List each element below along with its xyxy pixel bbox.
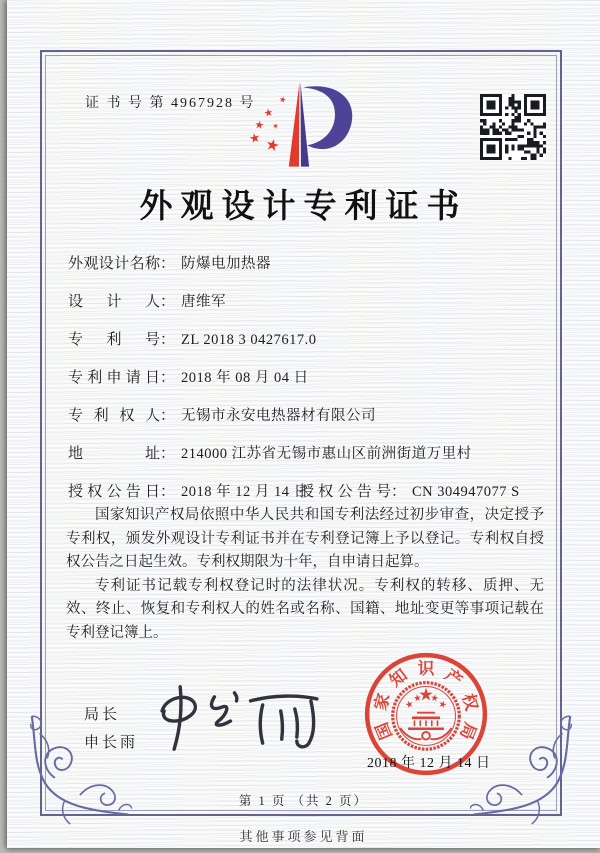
cnipa-logo-icon	[238, 78, 370, 172]
certificate-paper	[7, 0, 600, 848]
field-label: 设计人	[68, 294, 160, 310]
field-colon: ：	[391, 484, 407, 500]
field-label: 专利号	[68, 332, 160, 348]
field-row-grant	[68, 480, 548, 500]
field-value: 唐维军	[181, 294, 227, 310]
corner-flourish-icon	[26, 714, 132, 830]
svg-text:产: 产	[441, 665, 466, 691]
svg-text:局: 局	[456, 719, 481, 743]
field-colon: ：	[160, 446, 176, 462]
signer-title: 局长	[84, 707, 121, 723]
field-label: 地址	[68, 446, 160, 462]
certificate-number: 证 书 号 第 4967928 号	[85, 96, 256, 111]
legal-text	[66, 504, 544, 645]
signer-name: 申长雨	[84, 735, 139, 751]
legal-paragraph-2: 专利证书记载专利权登记时的法律状况。专利权的转移、质押、无效、终止、恢复和专利权人的姓名或名称、国籍、地址变更等事项记载在专利登记簿上。	[66, 577, 544, 641]
svg-text:家: 家	[370, 691, 394, 713]
field-colon: ：	[160, 294, 176, 310]
grant-no-value: CN 304947077 S	[412, 484, 520, 500]
grant-no-group	[299, 480, 520, 501]
field-row-address	[68, 442, 548, 462]
back-side-note: 其他事项参见背面	[239, 829, 368, 844]
field-label: 专利申请日	[68, 370, 160, 386]
svg-text:国: 国	[371, 719, 396, 743]
grant-no-label: 授权公告号	[299, 484, 391, 500]
field-row-patent-no	[68, 328, 548, 348]
field-colon: ：	[160, 484, 176, 500]
field-list	[68, 252, 548, 500]
svg-text:权: 权	[458, 691, 482, 713]
grant-date-value: 2018 年 12 月 14 日	[181, 484, 309, 500]
national-emblem-icon	[393, 683, 460, 750]
field-label: 外观设计名称	[68, 256, 160, 272]
signature-autograph	[150, 680, 326, 754]
field-colon: ：	[160, 408, 176, 424]
field-row-designer	[68, 290, 548, 310]
field-colon: ：	[160, 370, 176, 386]
field-colon: ：	[160, 332, 176, 348]
page-title: 外观设计专利证书	[139, 189, 468, 225]
svg-text:识: 识	[417, 659, 435, 679]
seal-date: 2018 年 12 月 14 日	[367, 756, 491, 771]
corner-flourish-icon	[470, 714, 576, 830]
qr-code	[480, 94, 546, 160]
field-value: 2018 年 08 月 04 日	[181, 370, 309, 386]
page-number: 第 1 页 （共 2 页）	[238, 794, 369, 808]
grant-date-label: 授权公告日	[68, 484, 160, 500]
field-value: 无锡市永安电热器材有限公司	[181, 408, 377, 424]
legal-paragraph-1: 国家知识产权局依照中华人民共和国专利法经过初步审查，决定授予专利权，颁发外观设计专利证书并在专利登记簿上予以登记。专利权自授权公告之日起生效。专利权期限为十年，自申请日起算。	[66, 507, 544, 570]
field-colon: ：	[160, 256, 176, 272]
field-value: ZL 2018 3 0427617.0	[181, 332, 317, 348]
field-label: 专利权人	[68, 408, 160, 424]
field-value: 防爆电加热器	[181, 256, 272, 272]
field-row-filing-date	[68, 366, 548, 386]
field-row-design-name	[68, 252, 548, 272]
field-value: 214000 江苏省无锡市惠山区前洲街道万里村	[181, 446, 472, 462]
svg-text:知: 知	[386, 665, 411, 691]
field-row-patentee	[68, 404, 548, 424]
